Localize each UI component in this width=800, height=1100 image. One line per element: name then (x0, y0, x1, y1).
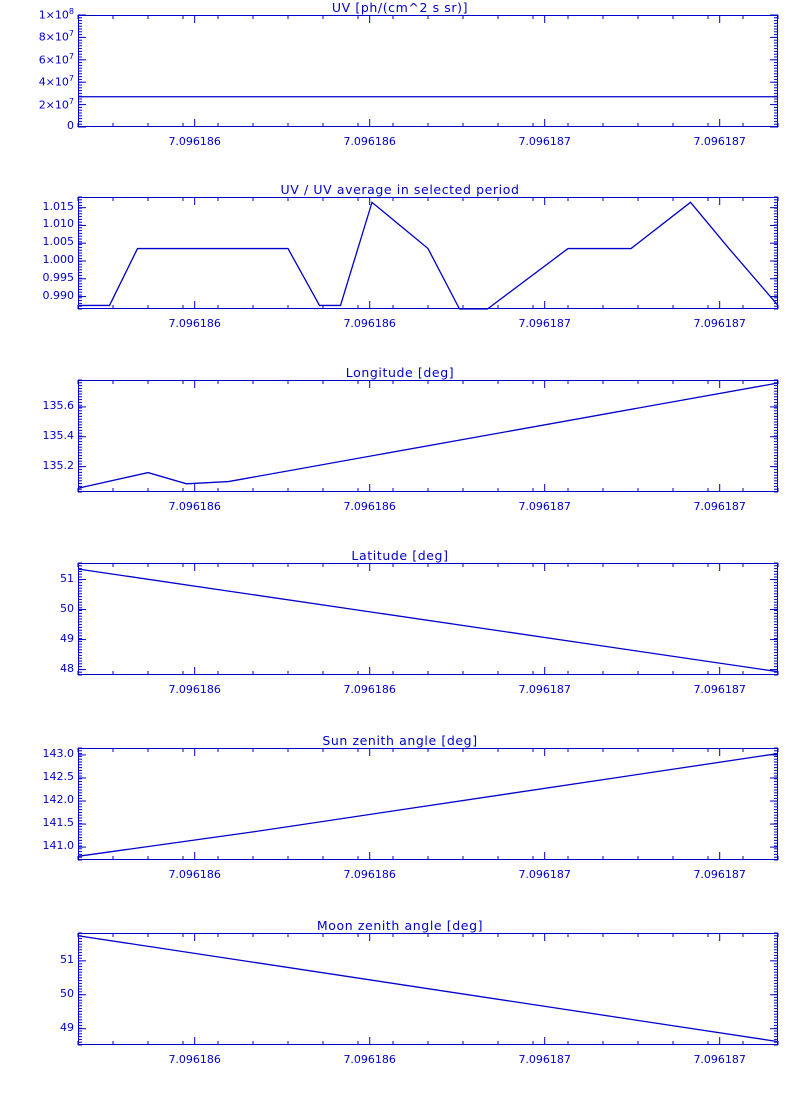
y-axis-tick-label: 135.6 (42, 398, 74, 412)
plot-area (0, 563, 800, 711)
plot-area (0, 748, 800, 896)
y-axis-tick-label: $1\times 10^8$ (38, 7, 74, 22)
data-series-line (78, 569, 778, 672)
y-axis-tick-label: 48 (60, 661, 74, 675)
y-axis-tick-label: 51 (60, 952, 74, 966)
x-axis-tick-label: 7.096186 (343, 1053, 396, 1066)
y-axis-tick-label: 135.4 (42, 428, 74, 442)
chart-title: Latitude [deg] (351, 548, 449, 563)
x-axis-tick-label: 7.096186 (168, 317, 221, 330)
y-axis-tick-label: 1.010 (42, 217, 74, 231)
chart-title: UV [ph/(cm^2 s sr)] (331, 0, 469, 15)
data-series-line (78, 202, 778, 309)
y-axis-tick-label: $2\times 10^7$ (38, 96, 74, 112)
y-axis-tick-label: 1.015 (42, 199, 74, 213)
y-axis-tick-label: 135.2 (42, 458, 74, 472)
x-axis-tick-label: 7.096187 (518, 500, 571, 513)
y-axis-tick-label: 142.5 (42, 769, 74, 783)
x-axis-tick-label: 7.096187 (518, 317, 571, 330)
chart-panel-moon-zenith (0, 918, 800, 1093)
x-axis-tick-label: 7.096187 (518, 868, 571, 881)
plot-area (0, 933, 800, 1081)
y-axis-tick-label: 50 (60, 986, 74, 1000)
chart-panel-longitude (0, 365, 800, 540)
x-axis-tick-label: 7.096187 (693, 683, 746, 696)
y-axis-tick-label: $4\times 10^7$ (38, 74, 74, 89)
y-axis-tick-label: 0.990 (42, 288, 74, 302)
x-axis-tick-label: 7.096186 (168, 1053, 221, 1066)
x-axis-tick-label: 7.096186 (343, 500, 396, 513)
y-axis-tick-label: 49 (60, 1020, 74, 1034)
y-axis-tick-label: 142.0 (42, 793, 74, 806)
y-axis-tick-label: 51 (60, 571, 74, 585)
x-axis-tick-label: 7.096187 (518, 135, 571, 148)
y-axis-tick-label: 0.995 (42, 270, 74, 284)
x-axis-tick-label: 7.096187 (518, 1053, 571, 1066)
chart-title: Sun zenith angle [deg] (322, 733, 478, 748)
y-axis-tick-label: $6\times 10^7$ (38, 51, 74, 67)
chart-title: UV / UV average in selected period (280, 182, 520, 197)
x-axis-tick-label: 7.096186 (343, 135, 396, 148)
y-axis-tick-label: 1.000 (42, 253, 74, 266)
x-axis-tick-label: 7.096187 (693, 1053, 746, 1066)
data-series-line (78, 754, 778, 857)
chart-title: Longitude [deg] (345, 365, 455, 380)
y-axis-tick-label: 1.005 (42, 235, 74, 249)
x-axis-tick-label: 7.096187 (518, 683, 571, 696)
chart-panel-uv (0, 0, 800, 175)
chart-panel-latitude (0, 548, 800, 723)
x-axis-tick-label: 7.096187 (693, 500, 746, 513)
y-axis-tick-label: 49 (60, 631, 74, 645)
plot-area (0, 380, 800, 528)
x-axis-tick-label: 7.096186 (168, 135, 221, 148)
y-axis-tick-label: 50 (60, 601, 74, 615)
y-axis-tick-label: 0 (67, 119, 74, 132)
x-axis-tick-label: 7.096186 (168, 683, 221, 696)
x-axis-tick-label: 7.096187 (693, 868, 746, 881)
y-axis-tick-label: 143.0 (42, 746, 74, 760)
data-series-line (78, 936, 778, 1042)
y-axis-tick-label: $8\times 10^7$ (38, 29, 74, 45)
y-axis-tick-label: 141.0 (42, 839, 74, 853)
chart-panel-sun-zenith (0, 733, 800, 908)
x-axis-tick-label: 7.096187 (693, 135, 746, 148)
x-axis-tick-label: 7.096186 (168, 868, 221, 881)
y-axis-tick-label: 141.5 (42, 816, 74, 830)
chart-title: Moon zenith angle [deg] (316, 918, 484, 933)
x-axis-tick-label: 7.096187 (693, 317, 746, 330)
data-series-line (78, 383, 778, 488)
x-axis-tick-label: 7.096186 (343, 317, 396, 330)
x-axis-tick-label: 7.096186 (343, 683, 396, 696)
plot-area (0, 197, 800, 345)
x-axis-tick-label: 7.096186 (168, 500, 221, 513)
chart-panel-uv-ratio (0, 182, 800, 357)
x-axis-tick-label: 7.096186 (343, 868, 396, 881)
